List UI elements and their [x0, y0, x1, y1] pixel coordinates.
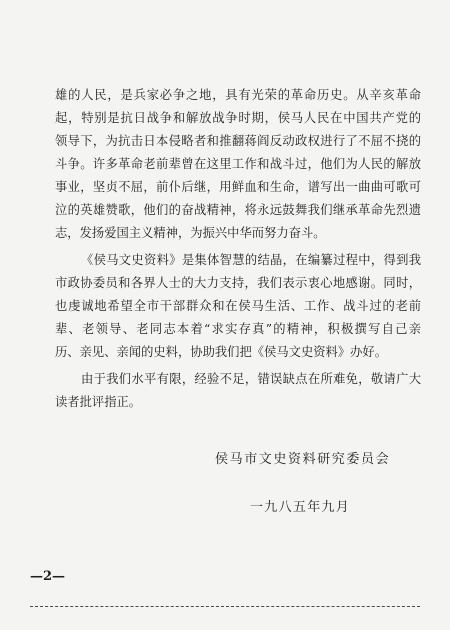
signature-date: 一九八五年九月 [250, 500, 351, 515]
text-line: 历、亲见、亲闻的史料，协助我们把《侯马文史资料》办好。 [55, 345, 388, 359]
text-line: 由于我们水平有限，经验不足，错误缺点在所难免，敬请广大 [81, 372, 421, 386]
text-line: 也虔诚地希望全市干部群众和在侯马生活、工作、战斗过的老前 [55, 299, 421, 313]
text-line: 读者批评指正。 [55, 395, 142, 409]
text-line: 《侯马文史资料》是集体智慧的结晶，在编纂过程中，得到我 [81, 253, 421, 267]
paragraph-acknowledgement [55, 249, 421, 364]
text-line: 斗争。许多革命老前辈曾在这里工作和战斗过，他们为人民的解放 [55, 157, 421, 171]
text-line: 辈、老领导、老同志本着“求实存真”的精神，积极撰写自己亲 [55, 322, 421, 336]
text-line: 市政协委员和各界人士的大力支持，我们表示衷心地感谢。同时， [55, 276, 421, 290]
text-line: 雄的人民，是兵家必争之地，具有光荣的革命历史。从辛亥革命 [55, 88, 421, 102]
text-line: 泣的英雄赞歌，他们的奋战精神，将永远鼓舞我们继承革命先烈遗 [55, 203, 421, 217]
text-line: 志，发扬爱国主义精神，为振兴中华而努力奋斗。 [55, 226, 326, 240]
text-line: 起，特别是抗日战争和解放战争时期，侯马人民在中国共产党的 [55, 111, 421, 125]
paragraph-closing [55, 368, 421, 414]
signature-organization: 侯马市文史资料研究委员会 [215, 452, 391, 467]
page-number: —2— [30, 569, 66, 584]
text-line: 事业，坚贞不屈，前仆后继，用鲜血和生命，谱写出一曲曲可歌可 [55, 180, 421, 194]
text-line: 领导下，为抗击日本侵略者和推翻蒋阎反动政权进行了不屈不挠的 [55, 134, 421, 148]
body-text [55, 84, 421, 414]
footer-rule [30, 606, 420, 607]
paragraph-history [55, 84, 421, 245]
